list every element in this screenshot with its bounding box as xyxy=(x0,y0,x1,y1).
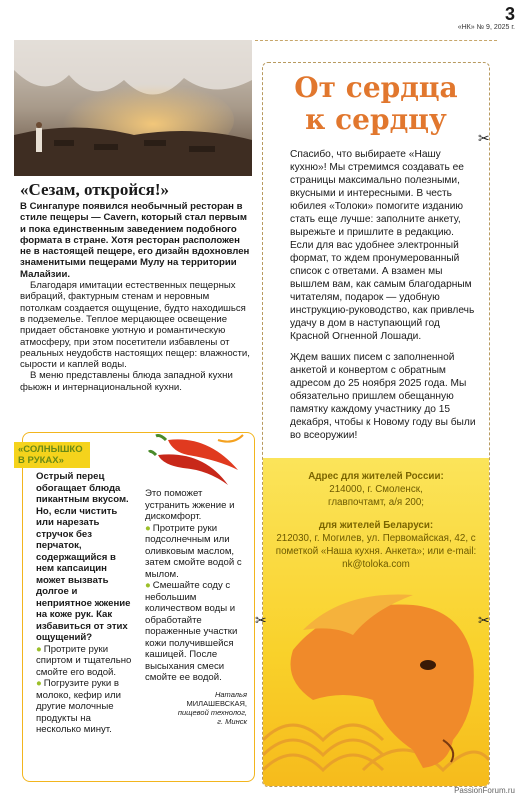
tips-question: Острый перец обогащает блюда пикантным вкусом. Но, если чистить или нарезать стручок без перчаток, содержащийся в нем капсаицин может вызвать долгое и неприятное жжение на коже рук. Как избавиться от этих ощущений? xyxy=(36,471,131,643)
article-paragraph: Благодаря имитации естественных пещерных вибраций, фактурным стенам и неровным потолкам создается ощущение, будто находишься в подземелье. Теплое мерцающее освещение придает обстановке уютную и романтическую атмосферу, при этом посетители избавлены от реальных неудобств настоящих пещер: влажности, сырости и каплей воды. xyxy=(20,280,250,371)
author-signature: Наталья МИЛАШЕВСКАЯ, пищевой технолог, г. Минск xyxy=(177,689,247,726)
address-block: Адрес для жителей России: 214000, г. Смоленск, главпочтамт, а/я 200; для жителей Беларуси: 212030, г. Могилев, ул. Первомайская, 42, с пометкой «Наша кухня. Анкета»; или e-mail: nk@toloka.com xyxy=(275,471,477,570)
article-paragraph: В меню представлены блюда западной кухни фьюжн и интернациональной кухни. xyxy=(20,370,233,393)
tip-intro: Это поможет устранить жжение и дискомфорт. xyxy=(145,488,235,522)
address-ru-title: Адрес для жителей России: xyxy=(308,471,444,482)
bullet-icon: ● xyxy=(145,580,151,591)
tips-left-column xyxy=(36,471,134,736)
article-lead: В Сингапуре появился необычный ресторан в стиле пещеры — Cavern, который стал первым и пока единственным заведением подобного формата в стране. Хотя ресторан расположен не в настоящей пещере, его дизайн вдохновлен знаменитыми пещерами Мулу на территории Малайзии. xyxy=(20,201,250,280)
bullet-icon: ● xyxy=(36,678,42,689)
cutout-paragraph: Ждем ваших писем с заполненной анкетой и конвертом с обратным адресом до 25 ноября 2025 года. Мы обязательно пришлем обещанную памятку каждому участнику до 15 декабря, чтобы к Новому году вы были во всеоружии! xyxy=(290,352,476,441)
scissors-icon: ✂ xyxy=(478,612,490,628)
bullet-icon: ● xyxy=(145,522,151,534)
cave-restaurant-photo xyxy=(14,40,252,176)
watermark: PassionForum.ru xyxy=(454,786,515,795)
tips-right-column xyxy=(145,488,247,726)
tips-badge: «СОЛНЫШКО В РУКАХ» xyxy=(14,442,90,468)
cutout-text xyxy=(290,148,478,442)
bullet-icon: ● xyxy=(36,643,42,655)
top-divider xyxy=(255,40,497,41)
pepper-illustration xyxy=(148,430,248,490)
tip-item: ● Протрите руки подсолнечным или оливковым маслом, затем смойте водой с мылом. xyxy=(145,522,242,580)
cutout-paragraph: Спасибо, что выбираете «Нашу кухню»! Мы стремимся создавать ее страницы максимально полезными, вкусными и интересными. В честь юбилея «Толоки» помогите изданию стать еще лучше: заполните анкету, вырежьте и пришлите в редакцию. Если для вас удобнее электронный формат, то ждем пронумерованный список с ответами. А взамен мы вышлем вам, как самым благодарным читателям, подарок — удобную инструкцию-руководство, как привлечь удачу в дом в наступающий год Красной Огненной Лошади. xyxy=(290,149,475,342)
cutout-title: От сердца к сердцу xyxy=(294,71,458,136)
scissors-icon: ✂ xyxy=(478,130,490,146)
horse-illustration xyxy=(263,590,489,786)
address-by-title: для жителей Беларуси: xyxy=(318,520,434,531)
scissors-icon: ✂ xyxy=(255,612,267,628)
tip-item: ● Погрузите руки в молоко, кефир или другие молочные продукты на несколько минут. xyxy=(36,678,121,735)
tip-item: ● Протрите руки спиртом и тщательно смойте его водой. xyxy=(36,643,132,678)
article-title: «Сезам, откройся!» xyxy=(20,180,170,199)
tip-item: ● Смешайте соду с небольшим количеством воды и обработайте пораженные участки кожи получившейся кашицей. После высыхания смеси смойте ее водой. xyxy=(145,580,238,683)
issue-label: «НК» № 9, 2025 г. xyxy=(457,24,515,31)
page-number: 3 xyxy=(504,4,515,24)
article-sesame xyxy=(20,180,252,393)
